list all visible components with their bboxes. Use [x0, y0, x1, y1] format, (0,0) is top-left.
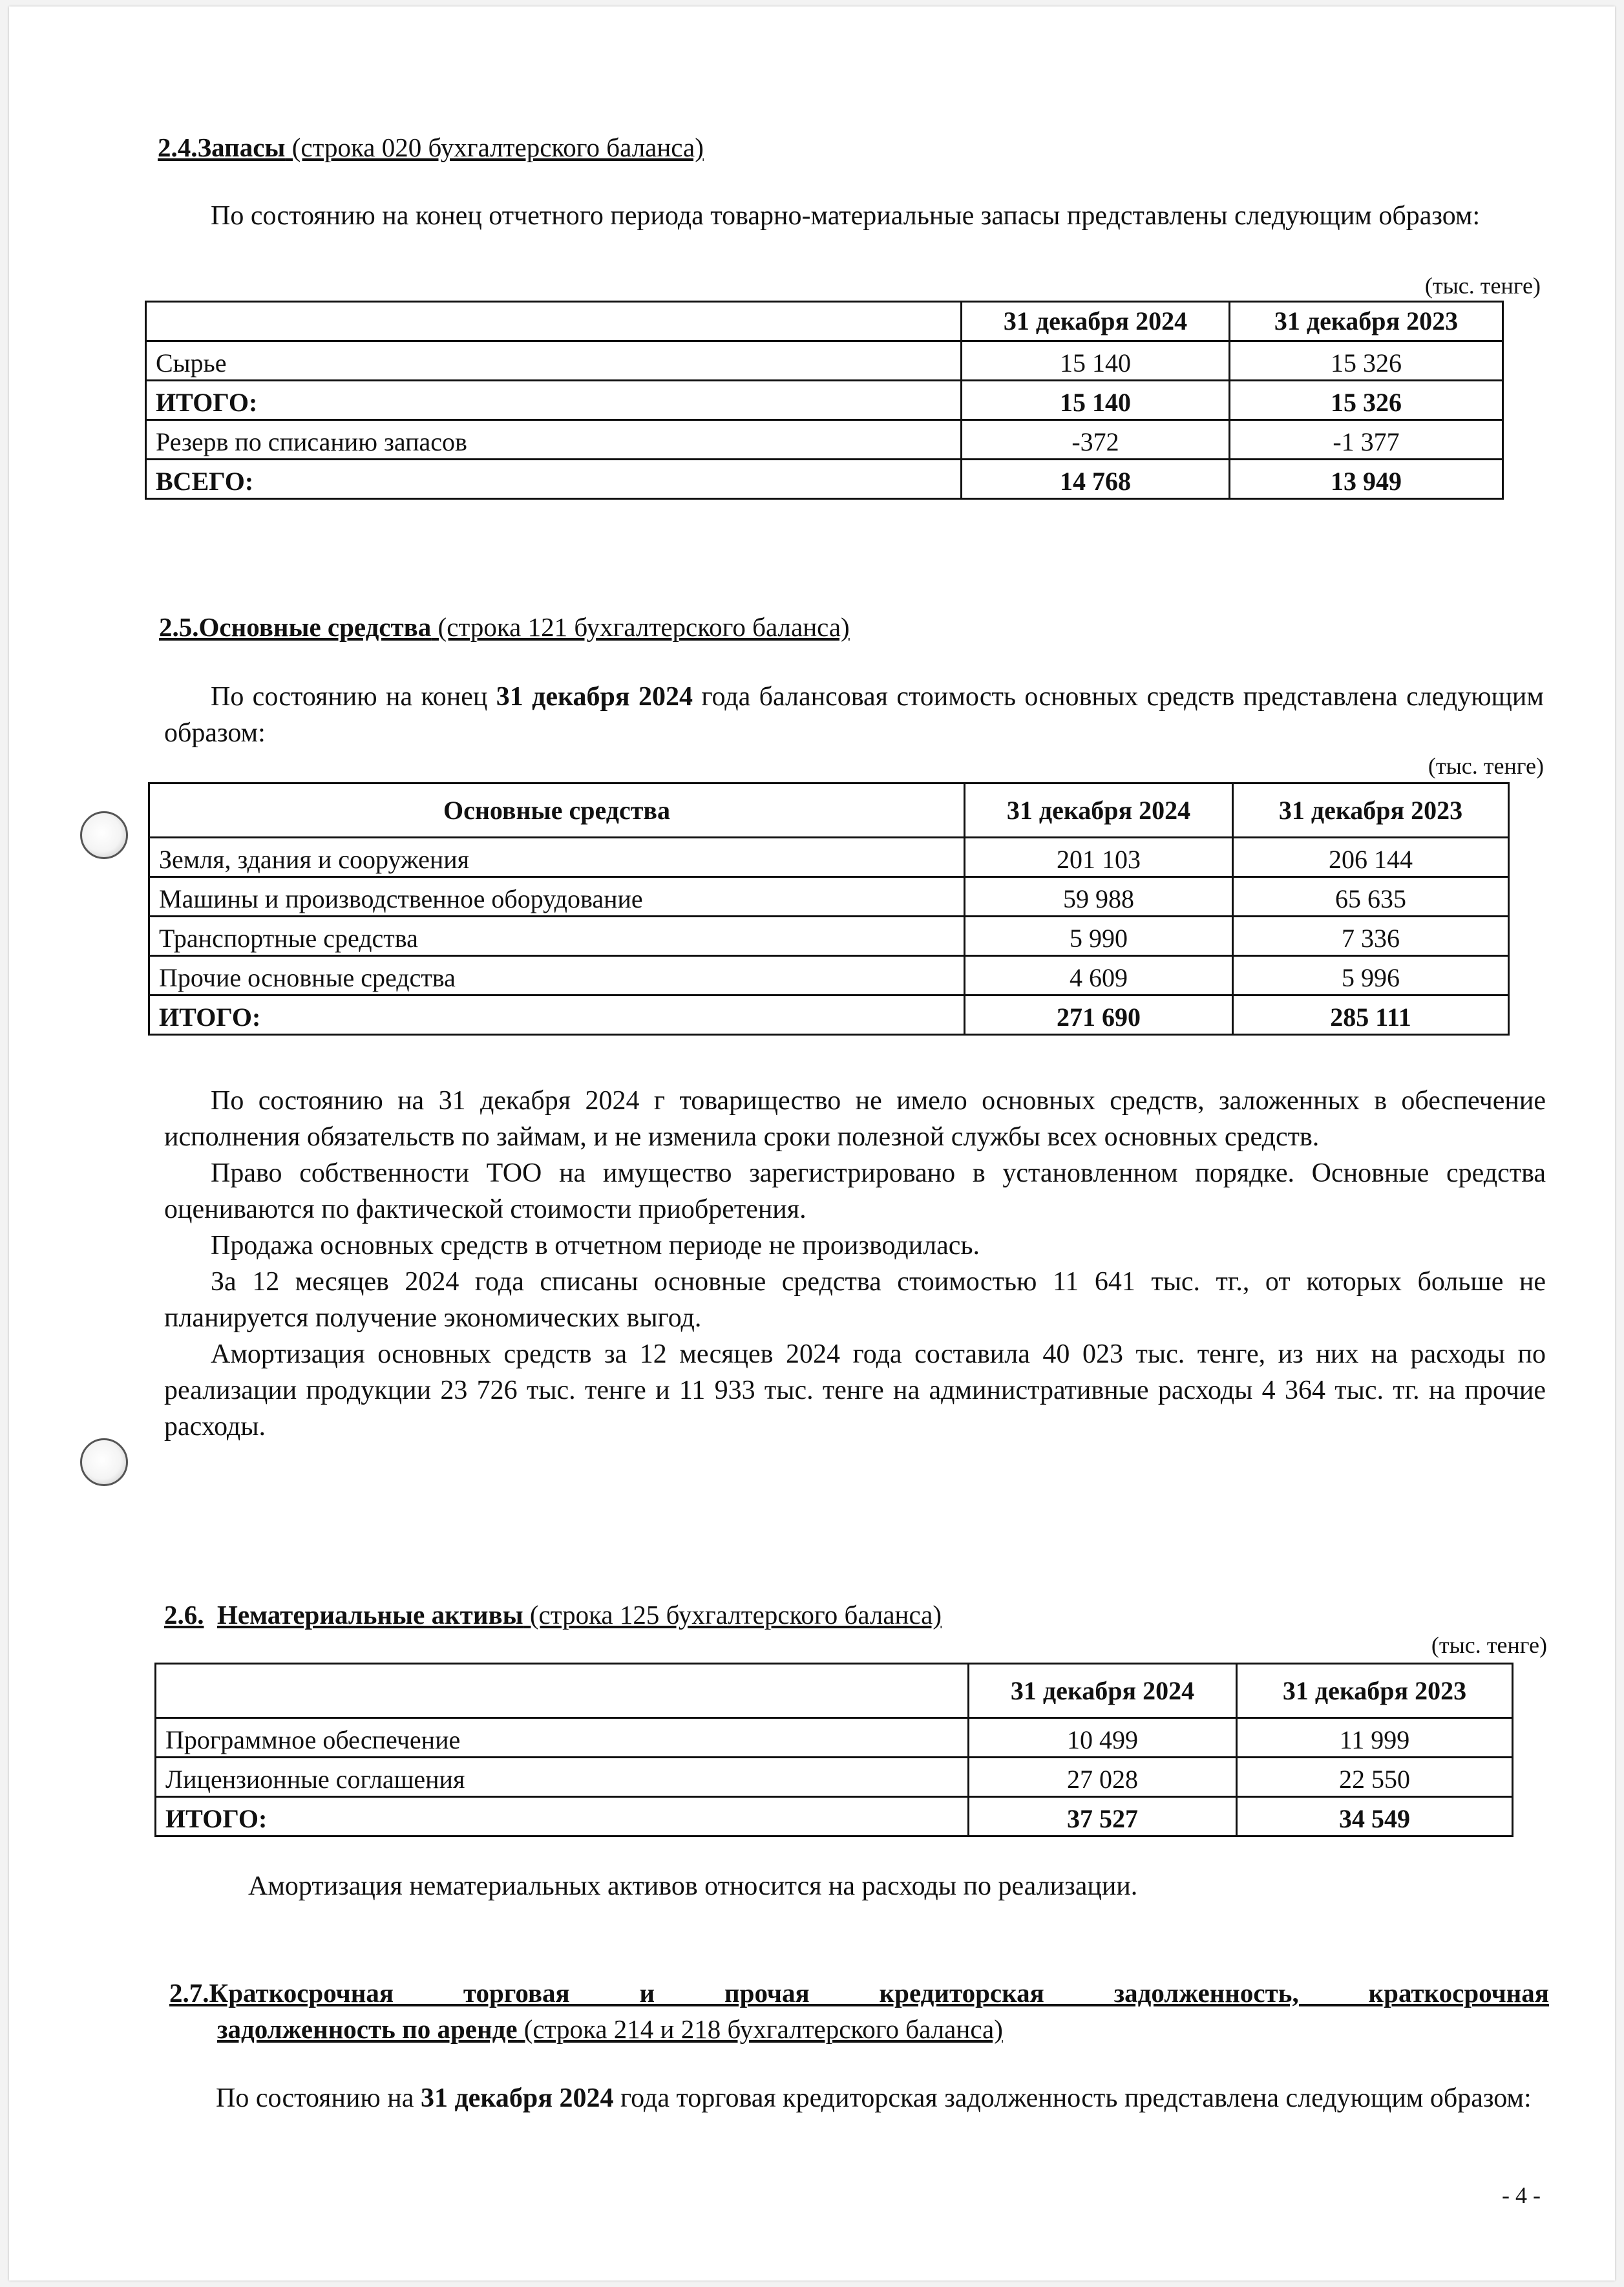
- value-2024: 15 140: [962, 341, 1230, 381]
- page-number: - 4 -: [1502, 2182, 1541, 2208]
- value-2023: 11 999: [1237, 1718, 1513, 1758]
- section-reference: (строка 214 и 218 бухгалтерского баланса): [517, 2014, 1003, 2044]
- table-row: [146, 341, 1503, 381]
- table-row: [146, 420, 1503, 460]
- value-2023: 206 144: [1233, 838, 1509, 877]
- section-title: Краткосрочная торговая и прочая кредиторская задолженность, краткосрочная: [209, 1978, 1549, 2008]
- section-2-5-heading: [159, 609, 1516, 645]
- row-label: Машины и производственное оборудование: [149, 877, 965, 917]
- section-title: задолженность по аренде: [217, 2014, 518, 2044]
- row-label: ИТОГО:: [146, 381, 962, 420]
- table-row: [156, 1797, 1513, 1836]
- fixed-assets-table: [148, 782, 1510, 1036]
- col-header-2023: 31 декабря 2023: [1233, 783, 1509, 838]
- note-paragraph: За 12 месяцев 2024 года списаны основные средства стоимостью 11 641 тыс. тг., от которых больше не планируется получение экономических выгод.: [164, 1267, 1546, 1333]
- value-2023: 15 326: [1230, 341, 1503, 381]
- section-title: Основные средства: [198, 612, 432, 642]
- col-header-name: Основные средства: [149, 783, 965, 838]
- value-2024: 201 103: [965, 838, 1233, 877]
- section-2-4-intro: По состоянию на конец отчетного периода товарно-материальные запасы представлены следующим образом:: [211, 201, 1481, 231]
- units-label: (тыс. тенге): [1424, 273, 1541, 299]
- value-2024: 10 499: [969, 1718, 1237, 1758]
- intro-text: По состоянию на конец: [211, 682, 496, 712]
- inventory-table: [145, 301, 1504, 500]
- value-2023: 34 549: [1237, 1797, 1513, 1836]
- row-label: Резерв по списанию запасов: [146, 420, 962, 460]
- table-header-row: [149, 783, 1509, 838]
- table-row: [156, 1758, 1513, 1797]
- intro-text: года балансовая стоимость основных средств представлена следующим образом:: [164, 682, 1544, 748]
- value-2024: 59 988: [965, 877, 1233, 917]
- note-paragraph: По состоянию на 31 декабря 2024 г товарищество не имело основных средств, заложенных в обеспечение исполнения обязательств по займам, и не изменила сроки полезной службы всех основных средств.: [164, 1086, 1546, 1152]
- table-row: [149, 838, 1509, 877]
- section-reference: (строка 121 бухгалтерского баланса): [431, 612, 850, 642]
- section-title: Запасы: [197, 133, 286, 162]
- section-number: 2.6.: [164, 1600, 204, 1630]
- table-header-row: [156, 1664, 1513, 1718]
- value-2024: 4 609: [965, 956, 1233, 995]
- value-2024: -372: [962, 420, 1230, 460]
- section-2-7-intro: [169, 2080, 1549, 2116]
- punch-hole: [80, 811, 128, 859]
- table-row: [156, 1718, 1513, 1758]
- intro-date: 31 декабря 2024: [496, 682, 693, 712]
- section-2-4-heading: [158, 129, 1515, 165]
- section-number: 2.7.: [169, 1978, 209, 2008]
- table-row: [149, 995, 1509, 1035]
- units-label: (тыс. тенге): [1428, 753, 1544, 779]
- intangible-assets-table: [154, 1663, 1513, 1837]
- value-2024: 27 028: [969, 1758, 1237, 1797]
- row-label: ИТОГО:: [149, 995, 965, 1035]
- value-2023: 5 996: [1233, 956, 1509, 995]
- section-reference: (строка 020 бухгалтерского баланса): [285, 133, 704, 162]
- header-empty: [146, 302, 962, 341]
- value-2023: 7 336: [1233, 917, 1509, 956]
- section-2-7-heading: [169, 1975, 1549, 2011]
- value-2023: 22 550: [1237, 1758, 1513, 1797]
- value-2023: 13 949: [1230, 460, 1503, 499]
- value-2024: 14 768: [962, 460, 1230, 499]
- col-header-2024: 31 декабря 2024: [969, 1664, 1237, 1718]
- col-header-2024: 31 декабря 2024: [965, 783, 1233, 838]
- value-2023: 285 111: [1233, 995, 1509, 1035]
- section-2-6-heading: [164, 1597, 1521, 1633]
- header-empty: [156, 1664, 969, 1718]
- row-label: ИТОГО:: [156, 1797, 969, 1836]
- section-2-5-intro: [164, 679, 1544, 751]
- value-2024: 271 690: [965, 995, 1233, 1035]
- row-label: Сырье: [146, 341, 962, 381]
- intro-date: 31 декабря 2024: [420, 2083, 614, 2113]
- intro-text: По состоянию на: [216, 2083, 421, 2113]
- row-label: ВСЕГО:: [146, 460, 962, 499]
- value-2023: -1 377: [1230, 420, 1503, 460]
- row-label: Программное обеспечение: [156, 1718, 969, 1758]
- value-2024: 15 140: [962, 381, 1230, 420]
- section-number: 2.5.: [159, 612, 199, 642]
- table-row: [149, 956, 1509, 995]
- value-2024: 37 527: [969, 1797, 1237, 1836]
- note-paragraph: Амортизация основных средств за 12 месяцев 2024 года составила 40 023 тыс. тенге, из них на расходы по реализации продукции 23 726 тыс. тенге и 11 933 тыс. тенге на административные расходы 4 364 тыс. тг. на прочие расходы.: [164, 1339, 1546, 1441]
- col-header-2023: 31 декабря 2023: [1230, 302, 1503, 341]
- section-2-5-notes: [164, 1083, 1546, 1445]
- section-title: Нематериальные активы: [217, 1600, 523, 1630]
- document-page: [9, 6, 1615, 2281]
- section-number: 2.4.: [158, 133, 198, 162]
- table-row: [149, 877, 1509, 917]
- note-paragraph: Продажа основных средств в отчетном периоде не производилась.: [211, 1231, 980, 1261]
- table-row: [149, 917, 1509, 956]
- value-2023: 65 635: [1233, 877, 1509, 917]
- intro-text: года торговая кредиторская задолженность представлена следующим образом:: [613, 2083, 1532, 2113]
- table-row: [146, 381, 1503, 420]
- row-label: Транспортные средства: [149, 917, 965, 956]
- table-row: [146, 460, 1503, 499]
- col-header-2024: 31 декабря 2024: [962, 302, 1230, 341]
- row-label: Земля, здания и сооружения: [149, 838, 965, 877]
- value-2024: 5 990: [965, 917, 1233, 956]
- section-reference: (строка 125 бухгалтерского баланса): [523, 1600, 942, 1630]
- punch-hole: [80, 1438, 128, 1486]
- units-label: (тыс. тенге): [1431, 1632, 1547, 1658]
- row-label: Прочие основные средства: [149, 956, 965, 995]
- note-paragraph: Право собственности ТОО на имущество зарегистрировано в установленном порядке. Основные средства оцениваются по фактической стоимости приобретения.: [164, 1158, 1546, 1224]
- section-2-6-note: Амортизация нематериальных активов относится на расходы по реализации.: [248, 1871, 1138, 1901]
- section-2-7-heading-continued: [217, 2011, 1548, 2047]
- col-header-2023: 31 декабря 2023: [1237, 1664, 1513, 1718]
- table-header-row: [146, 302, 1503, 341]
- value-2023: 15 326: [1230, 381, 1503, 420]
- row-label: Лицензионные соглашения: [156, 1758, 969, 1797]
